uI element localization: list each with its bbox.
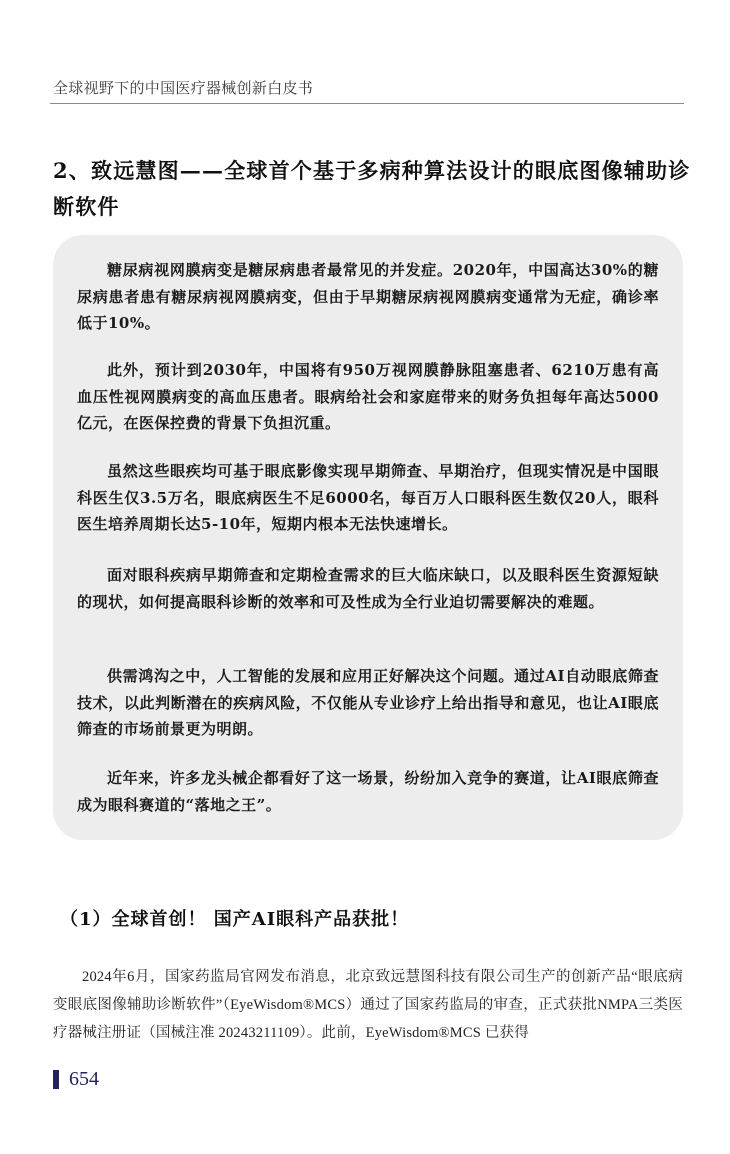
callout-paragraph-2: 此外，预计到2030年，中国将有950万视网膜静脉阻塞患者、6210万患有高血压性视网膜病变的高血压患者。眼病给社会和家庭带来的财务负担每年高达5000亿元，在医保控费的背景下负担沉重。 — [77, 361, 659, 432]
callout-paragraph-3: 虽然这些眼疾均可基于眼底影像实现早期筛查、早期治疗，但现实情况是中国眼科医生仅3.5万名，眼底病医生不足6000名，每百万人口眼科医生数仅20人，眼科医生培养周期长达5-10年，短期内根本无法快速增长。 — [77, 462, 659, 533]
callout-paragraph-1: 糖尿病视网膜病变是糖尿病患者最常见的并发症。2020年，中国高达30%的糖尿病患者患有糖尿病视网膜病变，但由于早期糖尿病视网膜病变通常为无症，确诊率低于10%。 — [77, 261, 659, 332]
header-divider — [50, 103, 684, 104]
callout-paragraph-5: 供需鸿沟之中，人工智能的发展和应用正好解决这个问题。通过AI自动眼底筛查技术，以此判断潜在的疾病风险，不仅能从专业诊疗上给出指导和意见，也让AI眼底筛查的市场前景更为明朗。 — [77, 667, 659, 738]
callout-box — [53, 235, 683, 840]
section-title: 2、致远慧图——全球首个基于多病种算法设计的眼底图像辅助诊断软件 — [53, 158, 691, 219]
subsection-title: （1）全球首创！ 国产AI眼科产品获批！ — [60, 909, 410, 930]
body-paragraph: 2024年6月，国家药监局官网发布消息，北京致远慧图科技有限公司生产的创新产品“眼底病变眼底图像辅助诊断软件”（EyeWisdom®MCS）通过了国家药监局的审查，正式获批NMPA三类医疗器械注册证（国械注准 20243211109）。此前，EyeWisdom®MCS 已获得 — [53, 969, 683, 1041]
page-marker-bar — [53, 1070, 59, 1089]
running-header-title: 全球视野下的中国医疗器械创新白皮书 — [53, 81, 314, 97]
callout-paragraph-6: 近年来，许多龙头械企都看好了这一场景，纷纷加入竞争的赛道，让AI眼底筛查成为眼科赛道的“落地之王”。 — [77, 769, 659, 814]
callout-paragraph-4: 面对眼科疾病早期筛查和定期检查需求的巨大临床缺口，以及眼科医生资源短缺的现状，如何提高眼科诊断的效率和可及性成为全行业迫切需要解决的难题。 — [77, 566, 659, 611]
page-number: 654 — [69, 1068, 99, 1090]
page-footer — [53, 1068, 99, 1091]
